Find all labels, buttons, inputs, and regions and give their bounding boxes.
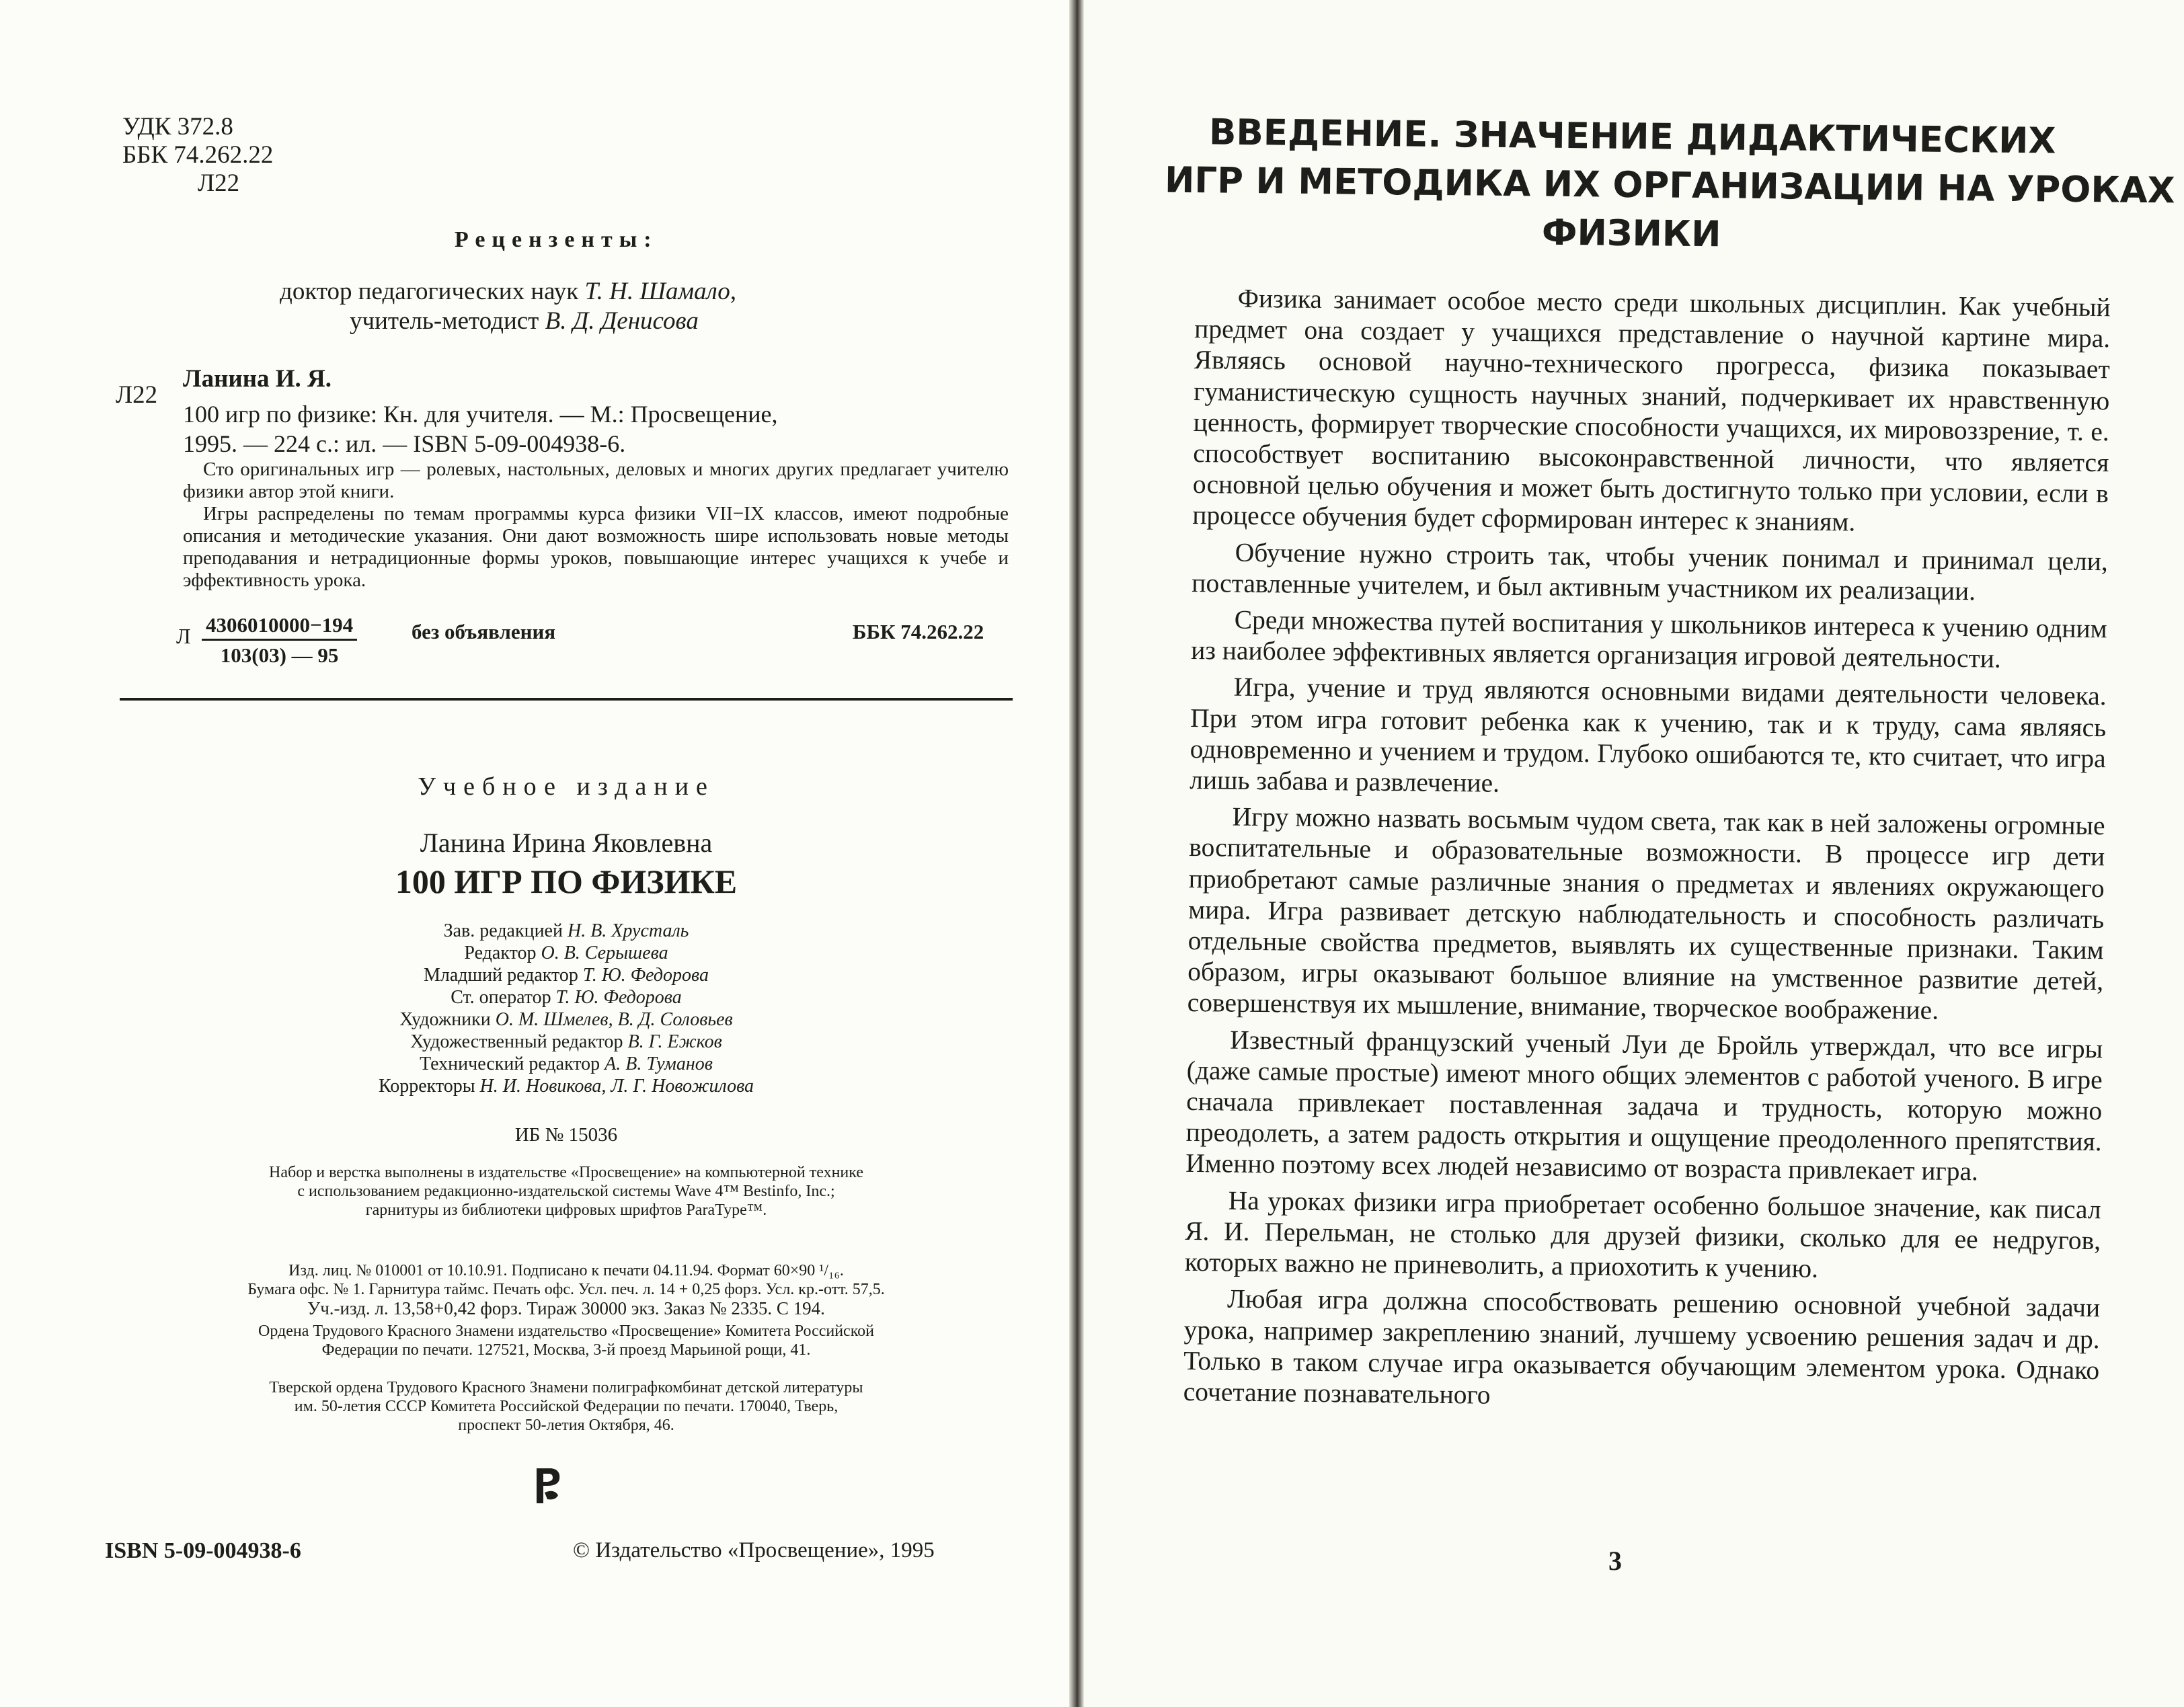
- paragraph: Известный французский ученый Луи де Бройль утверждал, что все игры (даже самые простые) имеют много общих элементов с работой ученого. В игре сначала привлекает поставленная задача и трудность, которую можно преодолеть, а затем радость открытия и ощущение преодоленного препятствия. Именно поэтому всех людей независимо от возраста привлекает игра.: [1185, 1025, 2103, 1187]
- typesetting-line: с использованием редакционно-издательской системы Wave 4™ Bestinfo, Inc.;: [297, 1183, 835, 1200]
- credit-line: [120, 1075, 1013, 1097]
- printing-plant: [120, 1378, 1013, 1435]
- paragraph: Физика занимает особое место среди школьных дисциплин. Как учебный предмет она создает у учащихся представление о научной картине мира. Являясь основой научно-технического прогресса, физика показывает гуманистическую сущность научных знаний, подчеркивает их нравственную ценность, формирует творческие способности учащихся, их мировоззрение, т. е. способствует воспитанию высоконравственной личности, что является основной целью обучения и может быть достигнуто только при условии, если в процессе обучения будет сформирован интерес к знаниям.: [1192, 283, 2111, 537]
- fraction-denominator: 103(03) — 95: [220, 643, 339, 667]
- credit-name: А. В. Туманов: [604, 1054, 713, 1074]
- plant-line: Тверской ордена Трудового Красного Знамени полиграфкомбинат детской литературы: [269, 1379, 863, 1396]
- credit-name: О. В. Серышева: [541, 943, 668, 963]
- ib-number: ИБ № 15036: [514, 1124, 618, 1146]
- body-text: [1183, 282, 2111, 1422]
- page-number: 3: [1608, 1546, 1622, 1576]
- typesetting-line: гарнитуры из библиотеки цифровых шрифтов ParaType™.: [365, 1201, 767, 1219]
- reviewer-2-name: В. Д. Денисова: [545, 307, 699, 335]
- paragraph: Любая игра должна способствовать решению основной учебной задачи урока, например закреплению знаний, лучшему усвоению решения задач и др. Только в таком случае игра оказывается обучающим элементом урока. Однако сочетание познавательного: [1183, 1283, 2101, 1410]
- fraction-numerator: 4306010000−194: [202, 613, 357, 641]
- no-announcement: без объявления: [412, 620, 556, 643]
- heading-line: ИГР И МЕТОДИКА ИХ ОРГАНИЗАЦИИ НА УРОКАХ: [1164, 159, 2175, 212]
- credit-name: Т. Ю. Федорова: [555, 987, 682, 1008]
- bbk-right: ББК 74.262.22: [853, 620, 984, 643]
- credit-name: Т. Ю. Федорова: [582, 965, 709, 986]
- credit-line: [120, 964, 1013, 986]
- credit-line: [120, 942, 1013, 964]
- annotation-paragraph-2: Игры распределены по темам программы курса физики VII−IX классов, имеют подробные описания и методические указания. Они дают возможность шире использовать новые методы преподавания и нетрадиционные формы уроков, повышающие интерес учащихся к учебе и эффективность урока.: [183, 503, 1009, 591]
- publisher-logo-icon: [531, 1466, 563, 1506]
- credit-line: [120, 1053, 1013, 1075]
- isbn: ISBN 5-09-004938-6: [105, 1538, 301, 1563]
- bib-line-2: 1995. — 224 с.: ил. — ISBN 5-09-004938-6.: [183, 430, 626, 457]
- credit-role: Корректоры: [378, 1076, 480, 1097]
- publishing-info: [120, 1261, 1013, 1318]
- credit-role: Младший редактор: [424, 965, 583, 986]
- reviewer-1: [280, 277, 736, 306]
- right-page: [1084, 0, 2184, 1707]
- reviewer-2-title: учитель-методист: [350, 307, 545, 335]
- publishing-line: Бумага офс. № 1. Гарнитура таймс. Печать офс. Усл. печ. л. 14 + 0,25 форз. Усл. кр.-отт. 57,5.: [247, 1281, 885, 1298]
- credit-name: Н. И. Новикова, Л. Г. Новожилова: [479, 1076, 754, 1097]
- paragraph: На уроках физики игра приобретает особенно большое значение, как писал Я. И. Перельман, не столько для друзей физики, сколько для ее недругов, которых важно не приневолить, а приохотить к учению.: [1184, 1185, 2101, 1283]
- credits-list: [120, 920, 1013, 1097]
- credit-role: Художественный редактор: [410, 1031, 628, 1052]
- typesetting-line: Набор и верстка выполнены в издательстве «Просвещение» на компьютерной технике: [269, 1164, 863, 1181]
- credit-name: О. М. Шмелев, В. Д. Соловьев: [495, 1009, 733, 1030]
- left-page: [0, 0, 1069, 1707]
- reviewer-1-name: Т. Н. Шамало,: [584, 278, 736, 305]
- catalog-code: Л22: [116, 381, 158, 409]
- paragraph: Игра, учение и труд являются основными видами деятельности человека. При этом игра готовит ребенка как к учению, так и к труду, сама являясь одновременно и учением и трудом. Глубоко ошибаются те, кто считает, что игра лишь забава и развлечение.: [1190, 672, 2107, 798]
- credit-line: [120, 986, 1013, 1008]
- publisher-line: Федерации по печати. 127521, Москва, 3-й проезд Марьиной рощи, 41.: [321, 1341, 811, 1359]
- paragraph: Обучение нужно строить так, чтобы ученик понимал и принимал цели, поставленные учителем, и был активным участником их реализации.: [1192, 537, 2108, 606]
- author-heading: Ланина И. Я.: [183, 365, 332, 393]
- credit-line: [120, 1008, 1013, 1031]
- edition-type: Учебное издание: [418, 772, 715, 801]
- reviewers-title: Рецензенты:: [455, 227, 658, 252]
- heading-line: ФИЗИКИ: [1541, 212, 1721, 255]
- reviewer-2: [350, 307, 699, 335]
- udk-line: УДК 372.8: [122, 113, 233, 141]
- divider: [120, 698, 1013, 701]
- annotation: [183, 459, 1009, 592]
- author-full-name: Ланина Ирина Яковлевна: [420, 828, 713, 858]
- copyright: © Издательство «Просвещение», 1995: [573, 1538, 935, 1562]
- bbk-line: ББК 74.262.22: [122, 141, 274, 169]
- catalog-line: Л22: [198, 169, 240, 197]
- bib-line-1: 100 игр по физике: Кн. для учителя. — М.: Просвещение,: [183, 401, 778, 428]
- fraction-letter: Л: [176, 624, 191, 648]
- typesetting-note: [120, 1163, 1013, 1220]
- publisher-address: [120, 1322, 1013, 1359]
- udk-block: [122, 113, 273, 198]
- paragraph: Игру можно назвать восьмым чудом света, так как в ней заложены огромные воспитательные и образовательные возможности. В процессе игр дети приобретают самые различные знания о предметах и явлениях окружающего мира. Игра развивает детскую наблюдательность и способность различать отдельные свойства предметов, выявлять их существенные признаки. Таким образом, игры оказывают большое влияние на умственное развитие детей, совершенствуя их мышление, внимание, творческое воображение.: [1187, 801, 2105, 1026]
- chapter-heading: [1164, 108, 2175, 264]
- annotation-paragraph-1: Сто оригинальных игр — ролевых, настольных, деловых и многих других предлагает учителю физики автор этой книги.: [183, 459, 1009, 502]
- publishing-line: Изд. лиц. № 010001 от 10.10.91. Подписано к печати 04.11.94. Формат 60×90 ¹/₁₆.: [288, 1262, 844, 1279]
- book-title: 100 ИГР ПО ФИЗИКЕ: [395, 863, 738, 900]
- credit-name: Н. В. Хрусталь: [567, 920, 689, 941]
- credit-role: Технический редактор: [420, 1054, 605, 1074]
- paragraph: Среди множества путей воспитания у школьников интереса к учению одним из наиболее эффективных является организация игровой деятельности.: [1191, 604, 2107, 674]
- credit-role: Художники: [399, 1009, 496, 1030]
- credit-role: Редактор: [464, 943, 541, 963]
- credit-line: [120, 920, 1013, 942]
- credit-line: [120, 1031, 1013, 1053]
- catalog-fraction: [202, 613, 357, 668]
- plant-line: им. 50-летия СССР Комитета Российской Федерации по печати. 170040, Тверь,: [294, 1398, 838, 1415]
- bibliographic-record: [183, 399, 778, 459]
- credit-role: Ст. оператор: [451, 987, 556, 1008]
- credit-name: В. Г. Ежков: [627, 1031, 722, 1052]
- heading-line: ВВЕДЕНИЕ. ЗНАЧЕНИЕ ДИДАКТИЧЕСКИХ: [1208, 112, 2056, 162]
- credit-role: Зав. редакцией: [443, 920, 568, 941]
- reviewer-1-title: доктор педагогических наук: [280, 278, 585, 305]
- book-spine: [1069, 0, 1084, 1707]
- publishing-line: Уч.-изд. л. 13,58+0,42 форз. Тираж 30000 экз. Заказ № 2335. С 194.: [307, 1298, 825, 1318]
- plant-line: проспект 50-летия Октября, 46.: [458, 1417, 674, 1434]
- publisher-line: Ордена Трудового Красного Знамени издательство «Просвещение» Комитета Российской: [258, 1322, 874, 1340]
